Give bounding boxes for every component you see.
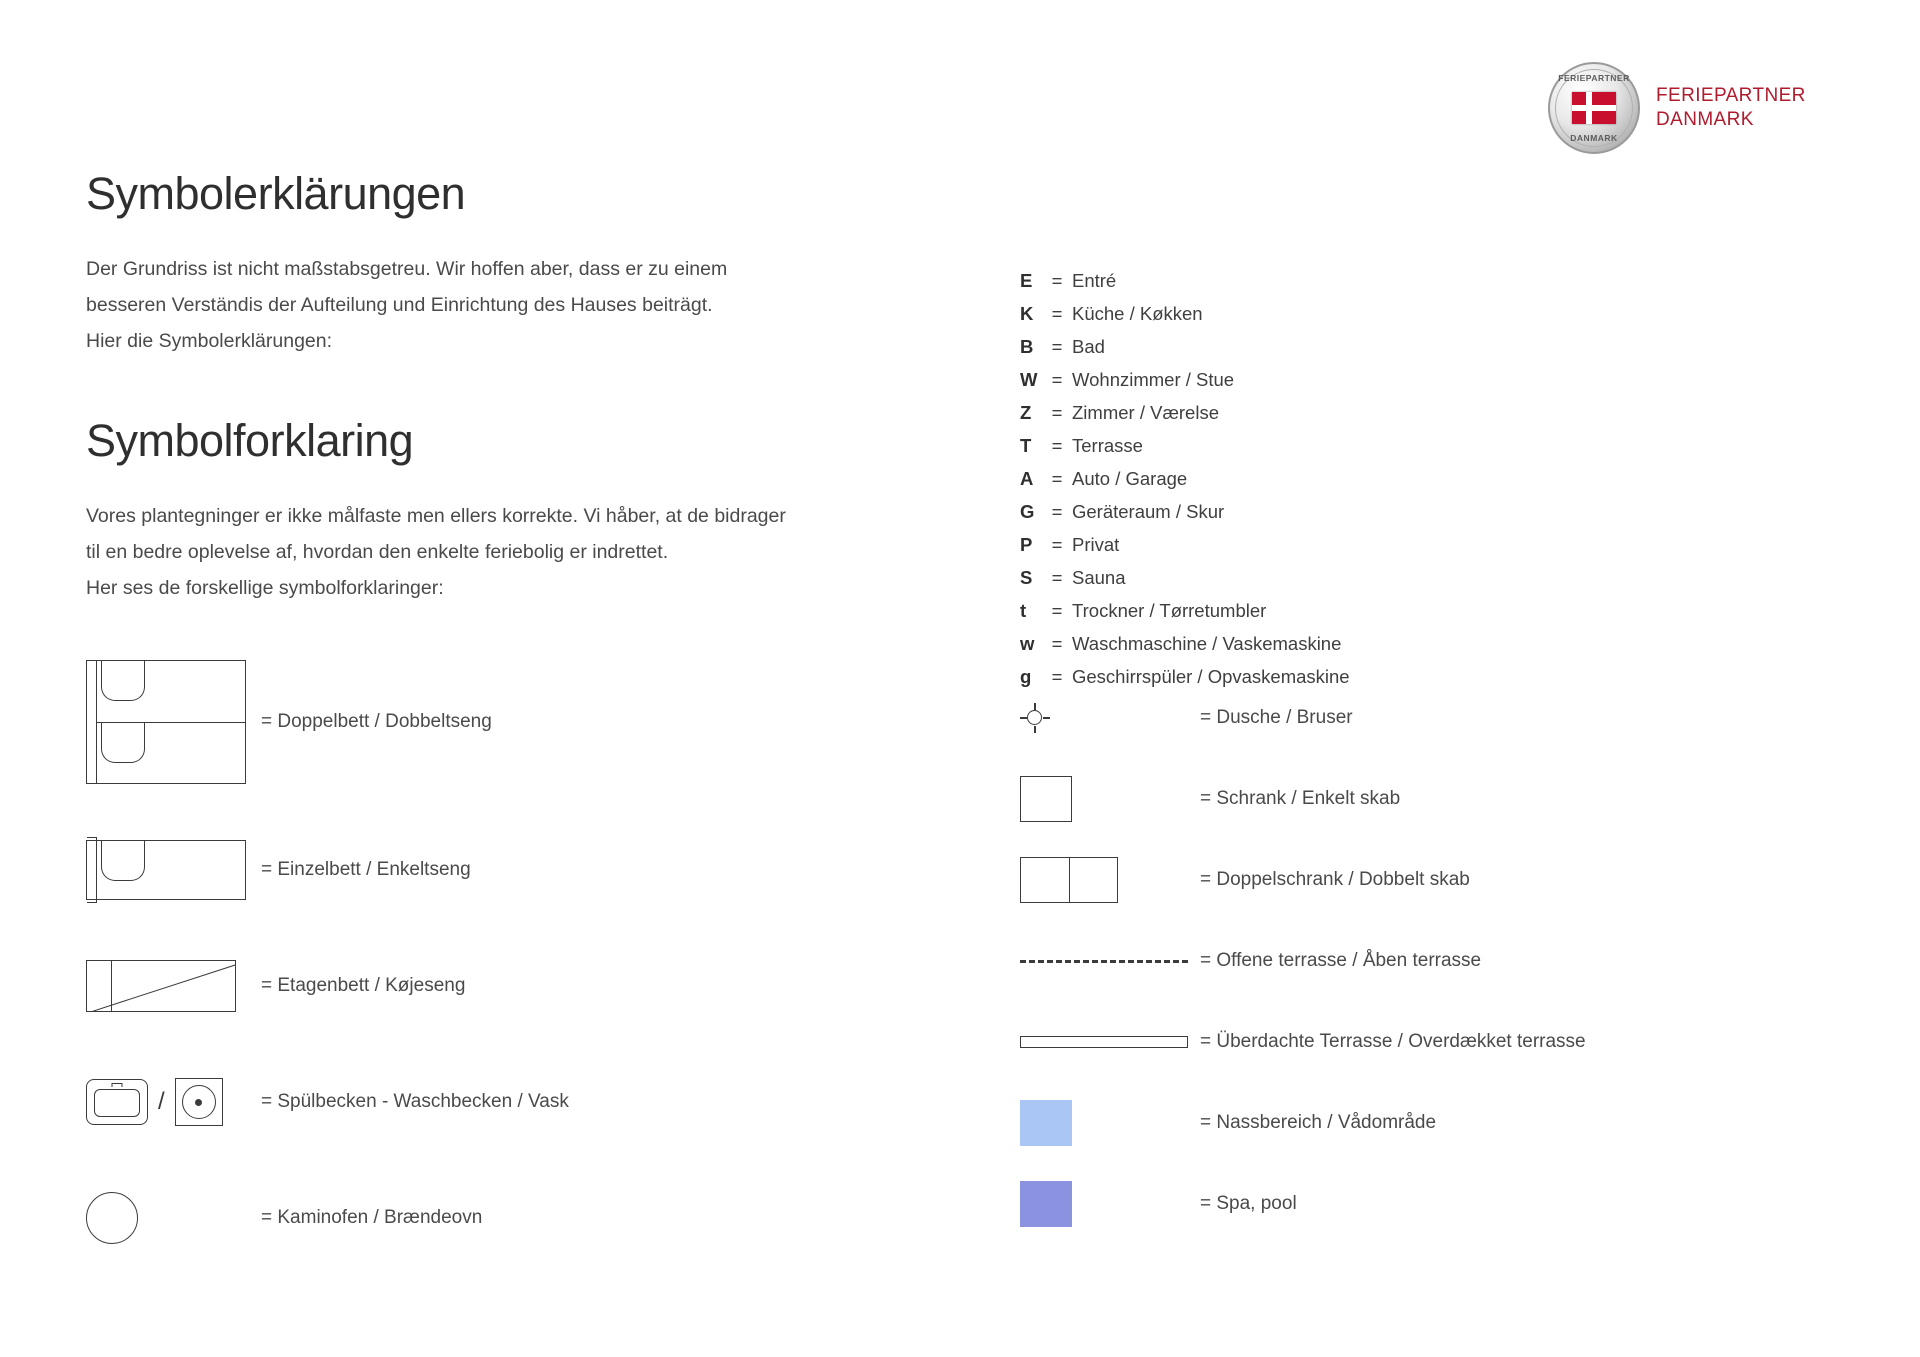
abbr-row-room [1020, 404, 1640, 423]
abbr-equals: = [1051, 666, 1063, 687]
abbr-equals: = [1051, 534, 1063, 555]
abbr-text: Terrasse [1072, 435, 1143, 456]
abbr-key: g [1020, 666, 1032, 687]
brand-name-line1: FERIEPARTNER [1656, 85, 1806, 107]
german-heading: Symbolerklärungen [86, 168, 466, 219]
legend-label-double-cabinet: = Doppelschrank / Dobbelt skab [1200, 869, 1470, 890]
legend-label-sink: = Spülbecken - Waschbecken / Vask [261, 1091, 569, 1112]
kitchen-sink-icon [86, 1079, 148, 1125]
abbr-row-sauna [1020, 569, 1640, 588]
abbr-text: Trockner / Tørretumbler [1072, 600, 1267, 621]
abbr-row-living-room [1020, 371, 1640, 390]
wash-basin-icon [175, 1078, 223, 1126]
wood-stove-icon [86, 1192, 261, 1244]
abbr-equals: = [1051, 270, 1063, 291]
abbr-key: A [1020, 468, 1034, 489]
abbr-row-car-garage [1020, 470, 1640, 489]
shower-icon [1020, 703, 1200, 733]
legend-item-wet-area [1020, 1095, 1820, 1151]
abbr-key: E [1020, 270, 1033, 291]
legend-item-spa-pool [1020, 1176, 1820, 1232]
abbr-key: S [1020, 567, 1033, 588]
legend-label-spa-pool: = Spa, pool [1200, 1193, 1297, 1214]
legend-label-wood-stove: = Kaminofen / Brændeovn [261, 1207, 483, 1228]
bunk-bed-icon [86, 960, 261, 1012]
legend-item-covered-terrace [1020, 1014, 1820, 1070]
wet-area-swatch [1020, 1100, 1200, 1146]
german-paragraph-line2: besseren Verständis der Aufteilung und Einrichtung des Hauses beiträgt. [86, 294, 713, 317]
abbr-equals: = [1051, 633, 1063, 654]
single-cabinet-icon [1020, 776, 1200, 822]
double-cabinet-icon [1020, 857, 1200, 903]
abbreviation-list [1020, 272, 1640, 701]
legend-label-shower: = Dusche / Bruser [1200, 707, 1353, 728]
abbr-row-kitchen [1020, 305, 1640, 324]
brand-logo [1548, 62, 1806, 154]
abbr-equals: = [1051, 435, 1063, 456]
abbr-text: Geschirrspüler / Opvaskemaskine [1072, 666, 1350, 687]
legend-item-single-bed [86, 840, 926, 900]
danish-flag-icon [1572, 92, 1616, 124]
legend-label-bunk-bed: = Etagenbett / Køjeseng [261, 975, 466, 996]
abbr-key: T [1020, 435, 1032, 456]
abbr-text: Küche / Køkken [1072, 303, 1203, 324]
german-paragraph-line1: Der Grundriss ist nicht maßstabsgetreu. Wir hoffen aber, dass er zu einem [86, 258, 728, 280]
feriepartner-seal-icon [1548, 62, 1640, 154]
abbr-row-utility-shed [1020, 503, 1640, 522]
slash-separator: / [158, 1088, 165, 1115]
legend-item-double-cabinet [1020, 852, 1820, 908]
open-terrace-icon [1020, 960, 1200, 963]
abbr-equals: = [1051, 369, 1063, 390]
danish-paragraph-line3: Her ses de forskellige symbolforklaringer: [86, 577, 444, 600]
abbr-key: K [1020, 303, 1034, 324]
legend-label-open-terrace: = Offene terrasse / Åben terrasse [1200, 950, 1482, 971]
abbr-key: t [1020, 600, 1027, 621]
symbol-legend-list [86, 660, 926, 1304]
abbr-key: W [1020, 369, 1038, 390]
seal-bottom-text: DANMARK [1570, 133, 1618, 143]
abbr-key: w [1020, 633, 1035, 654]
spa-pool-swatch [1020, 1181, 1200, 1227]
abbr-row-entre [1020, 272, 1640, 291]
brand-name-line2: DANMARK [1656, 109, 1754, 130]
legend-label-wet-area: = Nassbereich / Vådområde [1200, 1112, 1437, 1133]
abbr-row-dryer [1020, 602, 1640, 621]
abbr-row-washing-machine [1020, 635, 1640, 654]
abbr-equals: = [1051, 336, 1063, 357]
abbr-row-terrace [1020, 437, 1640, 456]
abbr-text: Bad [1072, 336, 1105, 357]
abbr-key: G [1020, 501, 1035, 522]
danish-heading: Symbolforklaring [86, 414, 414, 466]
legend-item-single-cabinet [1020, 771, 1820, 827]
sink-icon [86, 1078, 261, 1126]
legend-item-sink [86, 1072, 926, 1132]
abbr-row-bath [1020, 338, 1640, 357]
legend-item-shower [1020, 690, 1820, 746]
abbr-text: Sauna [1072, 567, 1126, 588]
abbr-text: Entré [1072, 270, 1117, 291]
legend-label-covered-terrace: = Überdachte Terrasse / Overdækket terrasse [1200, 1031, 1586, 1052]
legend-label-double-bed: = Doppelbett / Dobbeltseng [261, 711, 492, 732]
abbr-key: Z [1020, 402, 1032, 423]
legend-label-single-bed: = Einzelbett / Enkeltseng [261, 859, 471, 880]
legend-label-single-cabinet: = Schrank / Enkelt skab [1200, 788, 1401, 809]
single-bed-icon [86, 840, 261, 900]
abbr-row-dishwasher [1020, 668, 1640, 687]
abbr-equals: = [1051, 567, 1063, 588]
abbr-text: Privat [1072, 534, 1120, 555]
abbr-text: Waschmaschine / Vaskemaskine [1072, 633, 1342, 654]
abbr-key: B [1020, 336, 1034, 357]
seal-top-text: FERIEPARTNER [1558, 73, 1630, 83]
double-bed-icon [86, 660, 261, 784]
abbr-equals: = [1051, 468, 1063, 489]
intro-text-column [86, 168, 956, 609]
abbr-equals: = [1051, 600, 1063, 621]
abbr-equals: = [1051, 303, 1063, 324]
brand-name [1656, 84, 1806, 132]
german-paragraph-line3: Hier die Symbolerklärungen: [86, 330, 333, 353]
legend-item-double-bed [86, 660, 926, 784]
legend-item-wood-stove [86, 1188, 926, 1248]
abbr-equals: = [1051, 402, 1063, 423]
legend-item-bunk-bed [86, 956, 926, 1016]
danish-paragraph-line2: til en bedre oplevelse af, hvordan den enkelte feriebolig er indrettet. [86, 540, 669, 563]
abbr-row-private [1020, 536, 1640, 555]
abbr-text: Wohnzimmer / Stue [1072, 369, 1235, 390]
abbr-text: Geräteraum / Skur [1072, 501, 1225, 522]
abbr-text: Auto / Garage [1072, 468, 1188, 489]
abbr-text: Zimmer / Værelse [1072, 402, 1219, 423]
abbr-key: P [1020, 534, 1033, 555]
abbr-equals: = [1051, 501, 1063, 522]
graphic-legend-list [1020, 690, 1820, 1257]
legend-item-open-terrace [1020, 933, 1820, 989]
danish-paragraph-line1: Vores plantegninger er ikke målfaste men ellers korrekte. Vi håber, at de bidrager [86, 504, 786, 527]
covered-terrace-icon [1020, 1036, 1200, 1048]
